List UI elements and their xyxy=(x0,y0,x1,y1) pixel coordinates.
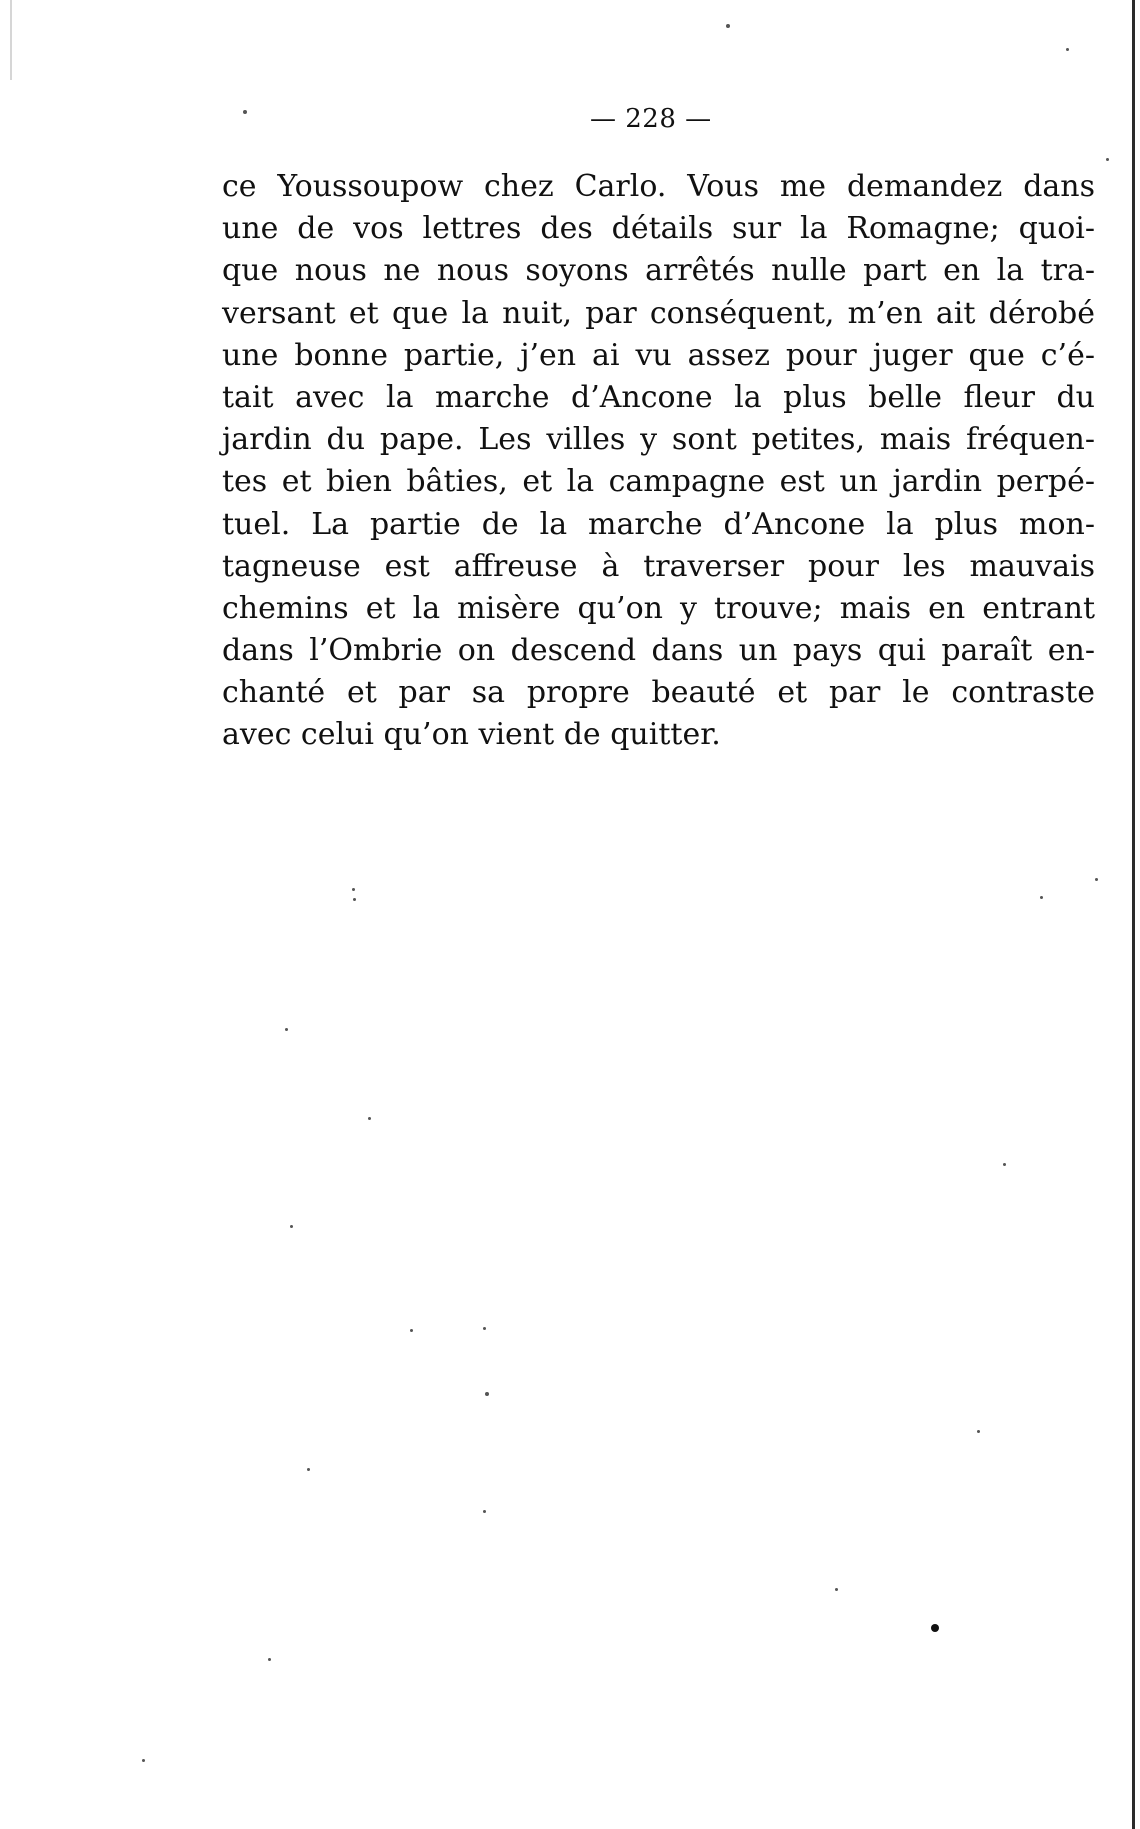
text-line: une de vos lettres des détails sur la Romagne; quoi- xyxy=(222,211,1095,247)
text-line: tuel. La partie de la marche d’Ancone la plus mon- xyxy=(222,506,1095,542)
scan-speck xyxy=(835,1588,838,1591)
text-line: tagneuse est affreuse à traverser pour les mauvais xyxy=(222,548,1095,584)
text-line: dans l’Ombrie on descend dans un pays qui paraît en- xyxy=(222,633,1095,669)
scan-speck xyxy=(243,110,247,114)
scan-speck xyxy=(290,1225,293,1228)
text-line: chemins et la misère qu’on y trouve; mais en entrant xyxy=(222,590,1095,626)
scan-speck xyxy=(483,1510,486,1513)
text-line: avec celui qu’on vient de quitter. xyxy=(222,717,721,753)
text-line: une bonne partie, j’en ai vu assez pour juger que c’é- xyxy=(222,337,1095,373)
text-line: chanté et par sa propre beauté et par le contraste xyxy=(222,675,1095,711)
scan-speck xyxy=(931,1624,939,1632)
text-line: tes et bien bâties, et la campagne est un jardin perpé- xyxy=(222,464,1095,500)
scan-speck xyxy=(1106,158,1109,161)
scan-speck xyxy=(368,1117,371,1120)
scan-speck xyxy=(285,1028,288,1031)
page-number: — 228 — xyxy=(590,104,712,134)
scan-speck xyxy=(1003,1163,1006,1166)
text-line: versant et que la nuit, par conséquent, m’en ait dérobé xyxy=(222,295,1095,331)
scan-speck xyxy=(307,1468,310,1471)
text-line: tait avec la marche d’Ancone la plus belle fleur du xyxy=(222,379,1095,415)
scan-speck xyxy=(1066,48,1069,51)
scan-speck xyxy=(726,24,730,28)
scan-left-edge xyxy=(10,0,12,80)
scan-right-edge xyxy=(1132,0,1135,1829)
text-line: jardin du pape. Les villes y sont petites, mais fréquen- xyxy=(222,422,1095,458)
scan-speck xyxy=(352,888,355,891)
scan-speck xyxy=(142,1759,145,1762)
scan-speck xyxy=(410,1329,413,1332)
body-paragraph xyxy=(222,166,1095,757)
text-line: ce Youssoupow chez Carlo. Vous me demandez dans xyxy=(222,169,1095,204)
text-line: que nous ne nous soyons arrêtés nulle part en la tra- xyxy=(222,253,1095,289)
scan-speck xyxy=(483,1327,486,1330)
scan-speck xyxy=(268,1658,271,1661)
scan-speck xyxy=(1095,878,1098,881)
scan-speck xyxy=(485,1392,489,1396)
scan-speck xyxy=(1040,896,1043,899)
scan-speck xyxy=(977,1430,980,1433)
scan-speck xyxy=(353,898,356,901)
